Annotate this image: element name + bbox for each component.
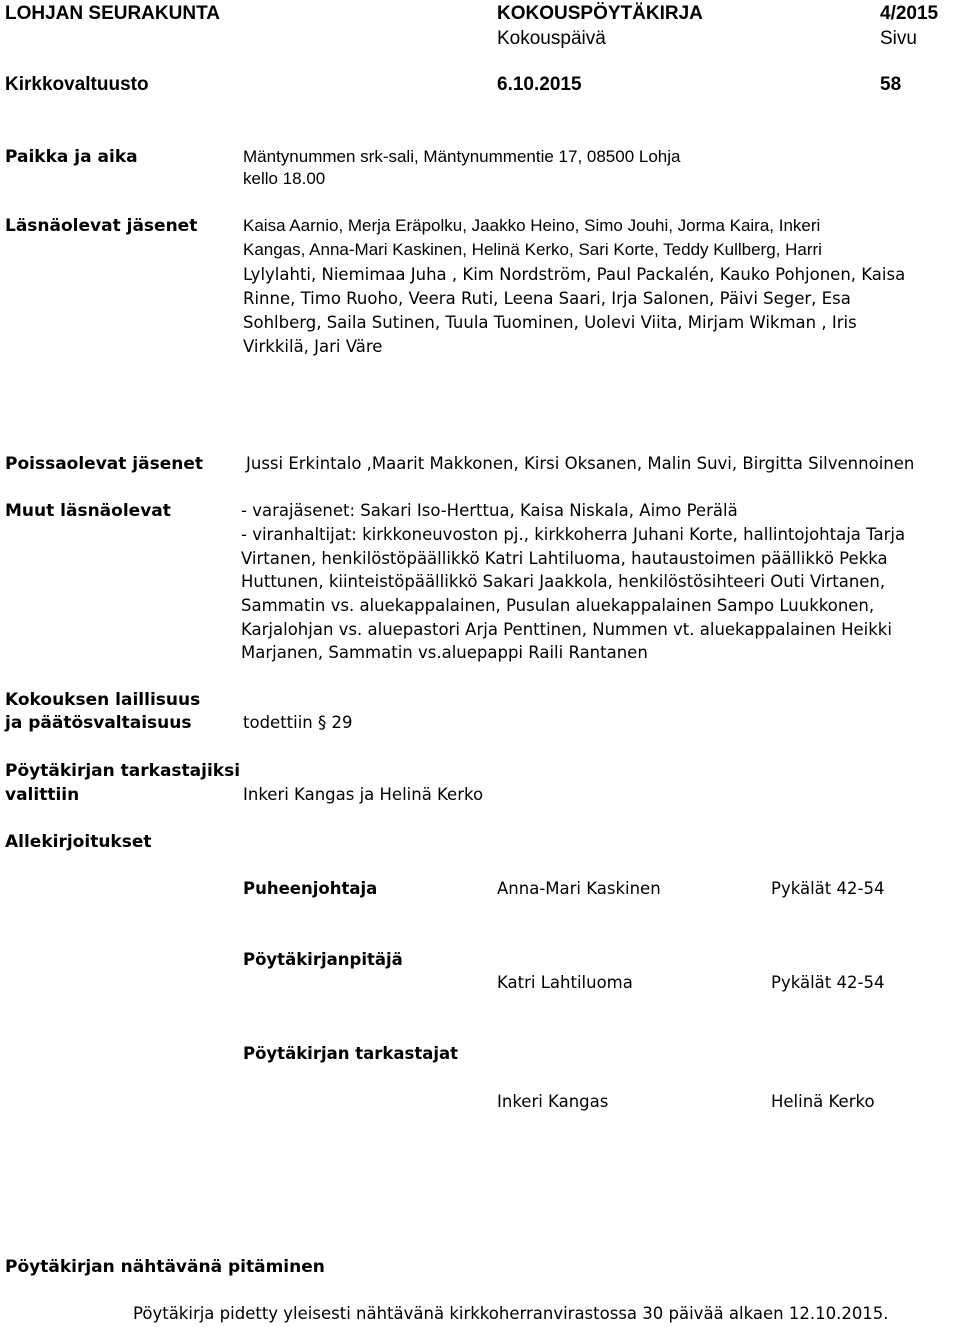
- chair-name: Anna-Mari Kaskinen: [497, 879, 661, 898]
- document-type: KOKOUSPÖYTÄKIRJA: [497, 3, 703, 24]
- governing-body: Kirkkovaltuusto: [5, 74, 149, 95]
- checker-2-name: Helinä Kerko: [771, 1092, 875, 1111]
- place-line: Mäntynummen srk-sali, Mäntynummentie 17, 08500 Lohja: [243, 147, 681, 166]
- secretary-role: Pöytäkirjanpitäjä: [243, 950, 403, 969]
- present-line: Virkkilä, Jari Väre: [243, 337, 383, 356]
- secretary-name: Katri Lahtiluoma: [497, 973, 633, 992]
- others-line: Karjalohjan vs. aluepastori Arja Penttinen, Nummen vt. aluekappalainen Heikki: [241, 620, 892, 639]
- checkers-text: Inkeri Kangas ja Helinä Kerko: [243, 785, 484, 804]
- present-line: Kaisa Aarnio, Merja Eräpolku, Jaakko Heino, Simo Jouhi, Jorma Kaira, Inkeri: [243, 216, 821, 235]
- quorum-label: Kokouksen laillisuus: [5, 690, 201, 710]
- others-line: Marjanen, Sammatin vs.aluepappi Raili Rantanen: [241, 643, 648, 662]
- others-label: Muut läsnäolevat: [5, 501, 171, 521]
- meeting-date-label: Kokouspäivä: [497, 28, 606, 49]
- present-line: Rinne, Timo Ruoho, Veera Ruti, Leena Saari, Irja Salonen, Päivi Seger, Esa: [243, 289, 851, 308]
- present-label: Läsnäolevat jäsenet: [5, 216, 198, 236]
- quorum-label-cont: ja päätösvaltaisuus: [5, 713, 192, 733]
- present-line: Kangas, Anna-Mari Kaskinen, Helinä Kerko, Sari Korte, Teddy Kullberg, Harri: [243, 240, 822, 259]
- present-line: Lylylahti, Niemimaa Juha , Kim Nordström, Paul Packalén, Kauko Pohjonen, Kaisa: [243, 265, 906, 284]
- others-line: Virtanen, henkilöstöpäällikkö Katri Lahtiluoma, hautaustoimen päällikkö Pekka: [241, 549, 888, 568]
- display-label: Pöytäkirjan nähtävänä pitäminen: [5, 1257, 325, 1277]
- others-line: - varajäsenet: Sakari Iso-Herttua, Kaisa Niskala, Aimo Perälä: [241, 501, 738, 520]
- absent-members: Jussi Erkintalo ,Maarit Makkonen, Kirsi Oksanen, Malin Suvi, Birgitta Silvennoinen: [246, 454, 915, 473]
- others-line: - viranhaltijat: kirkkoneuvoston pj., kirkkoherra Juhani Korte, hallintojohtaja Tarja: [241, 525, 906, 544]
- display-text: Pöytäkirja pidetty yleisesti nähtävänä kirkkoherranvirastossa 30 päivää alkaen 12.10.2015.: [133, 1304, 889, 1323]
- checker-1-name: Inkeri Kangas: [497, 1092, 609, 1111]
- absent-label: Poissaolevat jäsenet: [5, 454, 204, 474]
- time-line: kello 18.00: [243, 169, 326, 188]
- page-number: 58: [880, 74, 902, 95]
- quorum-text: todettiin § 29: [243, 713, 353, 732]
- place-label: Paikka ja aika: [5, 147, 138, 167]
- chair-sections: Pykälät 42-54: [771, 879, 885, 898]
- page-label: Sivu: [880, 28, 917, 49]
- document-number: 4/2015: [880, 3, 939, 24]
- others-line: Huttunen, kiinteistöpäällikkö Sakari Jaakkola, henkilöstösihteeri Outi Virtanen,: [241, 572, 886, 591]
- meeting-date: 6.10.2015: [497, 74, 582, 95]
- secretary-sections: Pykälät 42-54: [771, 973, 885, 992]
- chair-role: Puheenjohtaja: [243, 879, 378, 898]
- checkers-label-cont: valittiin: [5, 785, 80, 805]
- checkers-role: Pöytäkirjan tarkastajat: [243, 1044, 459, 1063]
- present-line: Sohlberg, Saila Sutinen, Tuula Tuominen, Uolevi Viita, Mirjam Wikman , Iris: [243, 313, 857, 332]
- others-line: Sammatin vs. aluekappalainen, Pusulan aluekappalainen Sampo Luukkonen,: [241, 596, 875, 615]
- signatures-label: Allekirjoitukset: [5, 832, 152, 852]
- checkers-label: Pöytäkirjan tarkastajiksi: [5, 761, 241, 781]
- org-name: LOHJAN SEURAKUNTA: [5, 3, 220, 24]
